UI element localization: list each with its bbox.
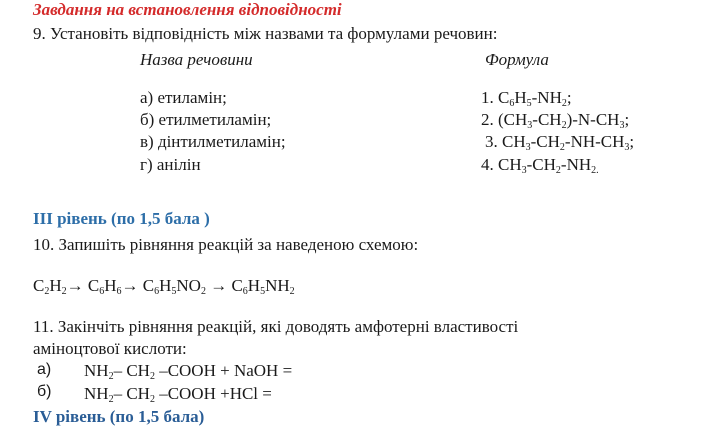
question-9-text: 9. Установіть відповідність між назвами та формулами речовин: <box>33 24 498 43</box>
item-a-label: а) <box>37 361 52 378</box>
level-3-heading: ІІІ рівень (по 1,5 бала ) <box>33 209 210 228</box>
substance-name-a: а) етиламін; <box>140 88 227 107</box>
section-title: Завдання на встановлення відповідності <box>33 0 342 19</box>
equation-a: $NH_2-$ $CH_2$ –COOH + NaOH = <box>84 361 293 382</box>
formula-2: 2. $(CH_3-CH_2)-N-CH_3$; <box>481 110 630 131</box>
formula-3: 3. $CH_3-CH_2-NH-CH_3$; <box>485 132 635 153</box>
formula-1: 1. $C_6H_5-NH_2$; <box>481 88 572 109</box>
question-10-text: 10. Запишіть рівняння реакцій за наведеною схемою: <box>33 235 419 254</box>
column-header-names: Назва речовини <box>140 50 253 69</box>
substance-name-b: б) етилметиламін; <box>140 110 272 129</box>
column-header-formulas: Формула <box>485 50 549 69</box>
question-11-text: 11. Закінчіть рівняння реакцій, які доводять амфотерні властивості <box>33 317 519 336</box>
substance-name-d: г) анілін <box>140 155 201 174</box>
question-11-text-cont: аміноцтової кислоти: <box>33 339 187 358</box>
item-b-label: б) <box>37 383 52 400</box>
formula-4: 4. $CH_3-CH_2-NH_{2.}$ <box>481 155 599 176</box>
reaction-scheme: $C_2H_2\to C_6H_6\to C_6H_5NO_2 \to C_6H_5NH_2$ <box>33 276 295 297</box>
substance-name-c: в) дінтилметиламін; <box>140 132 286 151</box>
equation-b: $NH_2-$ $CH_2$ –COOH +HCl = <box>84 384 272 405</box>
level-4-heading: IV рівень (по 1,5 бала) <box>33 407 205 426</box>
